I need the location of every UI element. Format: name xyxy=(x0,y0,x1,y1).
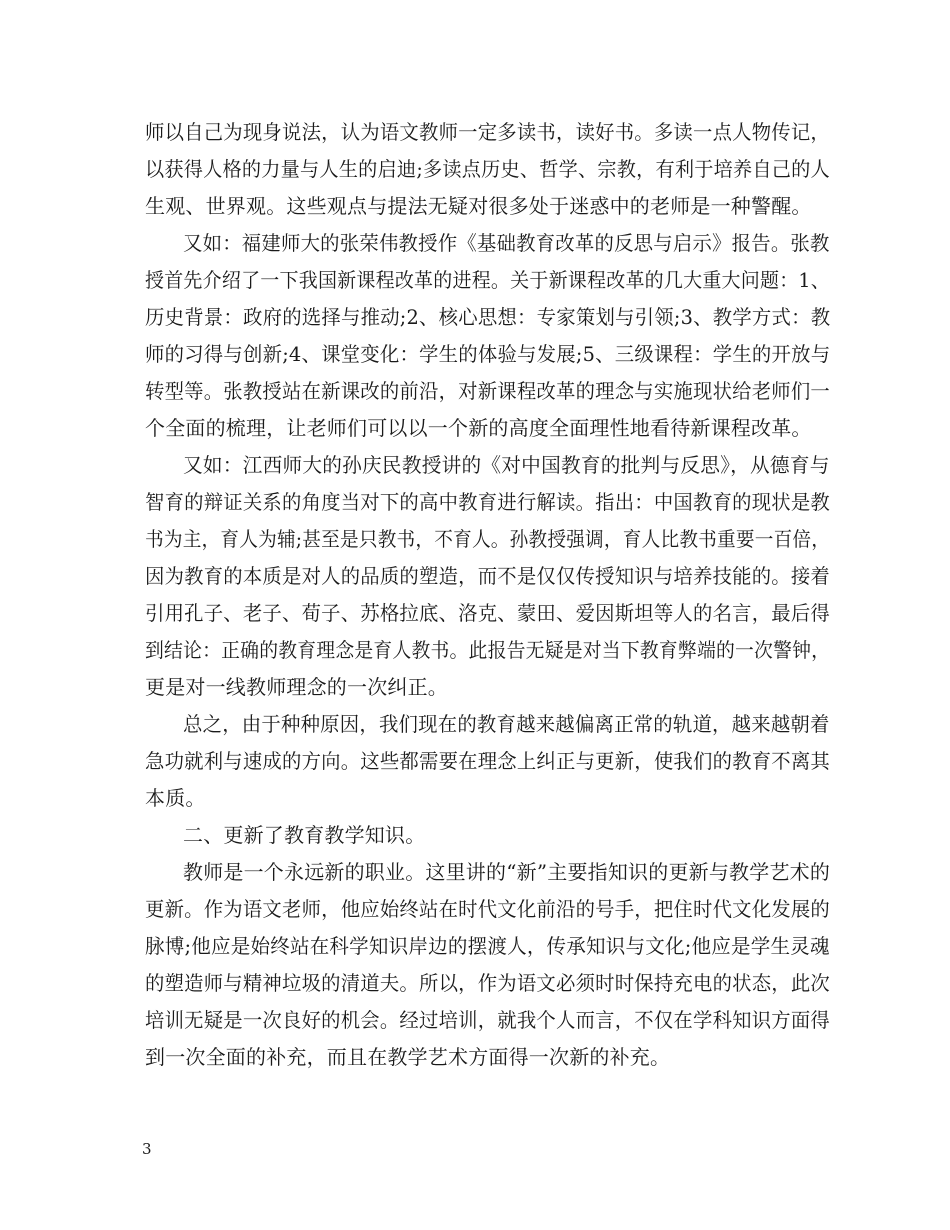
paragraph-start-line: 又如：福建师大的张荣伟教授作《基础教育改革的反思与启示》报告。张教 xyxy=(183,231,830,255)
text-line: 师以自己为现身说法，认为语文教师一定多读书，读好书。多读一点人物传记， xyxy=(145,120,830,144)
text-line: 本质。 xyxy=(145,786,206,810)
text-line: 脉博;他应是始终站在科学知识岸边的摆渡人，传承知识与文化;他应是学生灵魂 xyxy=(145,934,830,958)
text-line: 因为教育的本质是对人的品质的塑造，而不是仅仅传授知识与培养技能的。接着 xyxy=(145,564,830,588)
text-line: 以获得人格的力量与人生的启迪;多读点历史、哲学、宗教，有利于培养自己的人 xyxy=(145,157,830,181)
text-line: 个全面的梳理，让老师们可以以一个新的高度全面理性地看待新课程改革。 xyxy=(145,416,812,440)
text-line: 授首先介绍了一下我国新课程改革的进程。关于新课程改革的几大重大问题：1、 xyxy=(145,268,830,292)
text-line: 引用孔子、老子、荀子、苏格拉底、洛克、蒙田、爱因斯坦等人的名言，最后得 xyxy=(145,601,830,625)
text-line: 书为主，育人为辅;甚至是只教书，不育人。孙教授强调，育人比教书重要一百倍， xyxy=(145,527,831,551)
paragraph-start-line: 教师是一个永远新的职业。这里讲的“新”主要指知识的更新与教学艺术的 xyxy=(183,860,831,884)
text-line: 到结论：正确的教育理念是育人教书。此报告无疑是对当下教育弊端的一次警钟， xyxy=(145,638,831,662)
text-line: 急功就利与速成的方向。这些都需要在理念上纠正与更新，使我们的教育不离其 xyxy=(145,749,830,773)
text-line: 生观、世界观。这些观点与提法无疑对很多处于迷惑中的老师是一种警醒。 xyxy=(145,194,812,218)
text-line: 到一次全面的补充，而且在教学艺术方面得一次新的补充。 xyxy=(145,1045,671,1069)
text-line: 的塑造师与精神垃圾的清道夫。所以，作为语文必须时时保持充电的状态，此次 xyxy=(145,971,830,995)
text-line: 智育的辩证关系的角度当对下的高中教育进行解读。指出：中国教育的现状是教 xyxy=(145,490,830,514)
text-line: 更新。作为语文老师，他应始终站在时代文化前沿的号手，把住时代文化发展的 xyxy=(145,897,830,921)
text-line: 培训无疑是一次良好的机会。经过培训，就我个人而言，不仅在学科知识方面得 xyxy=(145,1008,830,1032)
text-line: 转型等。张教授站在新课改的前沿，对新课程改革的理念与实施现状给老师们一 xyxy=(145,379,830,403)
paragraph-start-line: 又如：江西师大的孙庆民教授讲的《对中国教育的批判与反思》，从德育与 xyxy=(183,453,830,477)
page-number: 3 xyxy=(142,1140,152,1158)
section-heading: 二、更新了教育教学知识。 xyxy=(183,823,426,847)
text-line: 更是对一线教师理念的一次纠正。 xyxy=(145,675,448,699)
paragraph-start-line: 总之，由于种种原因，我们现在的教育越来越偏离正常的轨道，越来越朝着 xyxy=(183,712,830,736)
text-line: 师的习得与创新;4、课堂变化：学生的体验与发展;5、三级课程：学生的开放与 xyxy=(145,342,831,366)
text-line: 历史背景：政府的选择与推动;2、核心思想：专家策划与引领;3、教学方式：教 xyxy=(145,305,831,329)
